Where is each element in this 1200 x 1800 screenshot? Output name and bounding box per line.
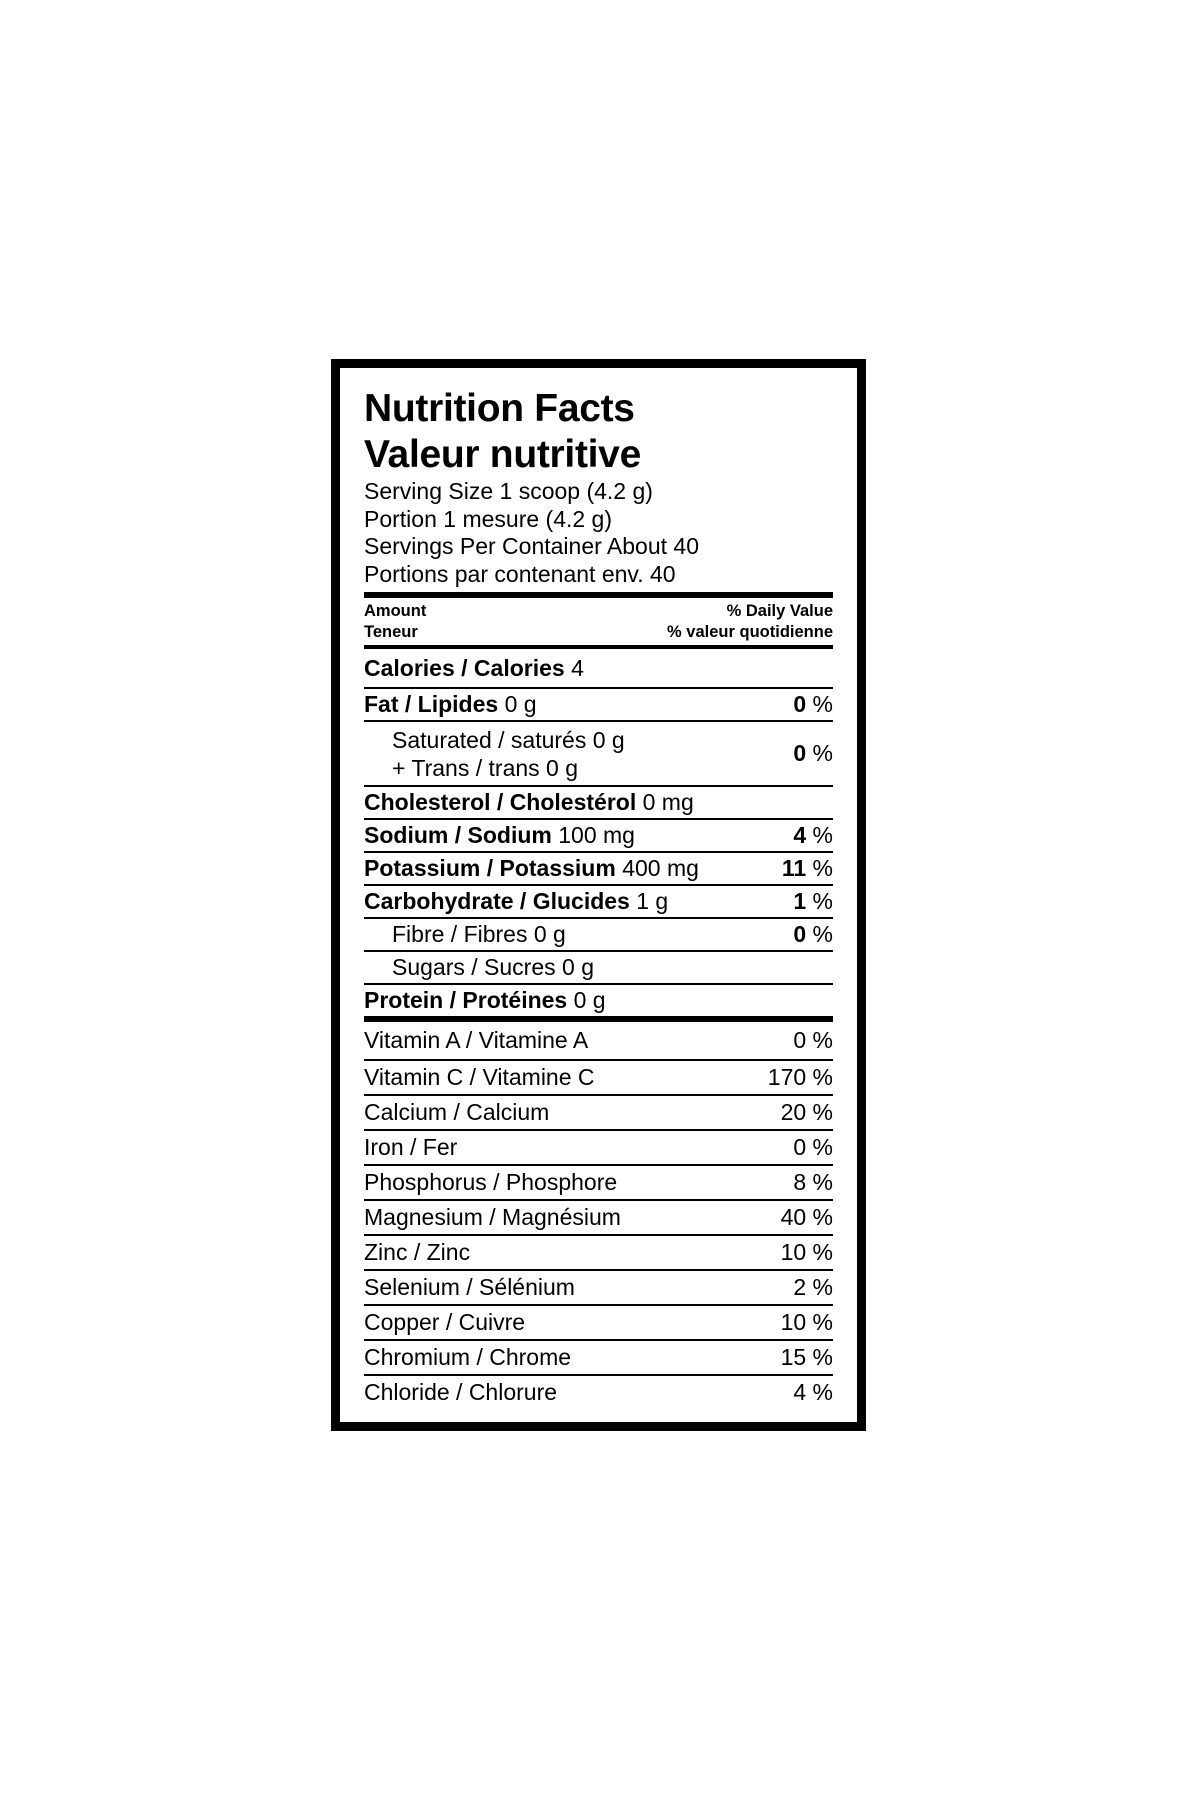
title-english: Nutrition Facts [364, 387, 635, 430]
vitamin-name: Magnesium / Magnésium [364, 1204, 621, 1230]
nutrient-name: Saturated / saturés 0 g [392, 726, 625, 753]
nutrient-dv-cell [793, 921, 833, 948]
serving-size: Serving Size 1 scoop (4.2 g) [364, 478, 653, 504]
column-header [364, 598, 833, 645]
nutrient-label-cell [364, 789, 694, 816]
vitamin-row [364, 1022, 833, 1059]
vitamin-row [364, 1164, 833, 1199]
vitamin-dv: 170 % [767, 1064, 833, 1090]
vitamin-name: Vitamin A / Vitamine A [364, 1027, 589, 1053]
nutrient-dv-value: 0 [793, 691, 807, 717]
vitamin-name: Chromium / Chrome [364, 1344, 572, 1370]
nutrient-name: Sugars / Sucres 0 g [392, 954, 594, 980]
nutrient-row [364, 785, 833, 818]
calories-row [364, 649, 833, 687]
vitamin-dv: 10 % [780, 1239, 833, 1265]
calories-label: Calories / Calories [364, 654, 565, 681]
nutrient-row [364, 720, 833, 785]
vitamin-dv: 4 % [793, 1379, 833, 1405]
nutrient-name-second-line: + Trans / trans 0 g [392, 754, 579, 781]
nutrient-amount: 0 g [573, 987, 606, 1013]
percent-sign: % [812, 888, 833, 914]
vitamin-name: Iron / Fer [364, 1134, 458, 1160]
amount-header [364, 601, 426, 643]
nutrient-label-cell [364, 987, 606, 1014]
nutrient-row [364, 950, 833, 983]
vitamin-row [364, 1374, 833, 1409]
amount-fr: Teneur [364, 623, 418, 641]
nutrient-label-cell [364, 855, 699, 882]
portion-size: Portion 1 mesure (4.2 g) [364, 505, 613, 532]
vitamin-row [364, 1059, 833, 1094]
nutrient-name: Cholesterol / Cholestérol [364, 789, 637, 815]
vitamin-name: Phosphorus / Phosphore [364, 1169, 618, 1195]
vitamin-name: Calcium / Calcium [364, 1099, 550, 1125]
nutrient-name: Potassium / Potassium [364, 855, 616, 881]
vitamin-row [364, 1339, 833, 1374]
amount-en: Amount [364, 602, 427, 620]
nutrient-label-cell [364, 888, 668, 915]
vitamin-dv: 15 % [780, 1344, 833, 1370]
nutrient-dv-cell [793, 691, 833, 718]
percent-sign: % [812, 921, 833, 947]
nutrient-row [364, 917, 833, 950]
nutrient-row [364, 884, 833, 917]
nutrient-row [364, 818, 833, 851]
nutrient-name: Carbohydrate / Glucides [364, 888, 630, 914]
vitamin-row [364, 1129, 833, 1164]
nutrient-row [364, 687, 833, 720]
portions-per-container: Portions par contenant env. 40 [364, 560, 676, 587]
nutrient-label-cell [364, 954, 594, 981]
vitamin-dv: 0 % [793, 1134, 833, 1160]
vitamin-name: Copper / Cuivre [364, 1309, 526, 1335]
nutrient-amount: 1 g [636, 888, 669, 914]
nutrition-facts-label [331, 359, 866, 1431]
nutrient-name: Sodium / Sodium [364, 822, 552, 848]
vitamin-table [364, 1022, 833, 1409]
percent-sign: % [812, 740, 833, 766]
nutrient-amount: 0 g [504, 691, 537, 717]
vitamin-dv: 10 % [780, 1309, 833, 1335]
nutrient-label-cell [364, 726, 625, 782]
percent-sign: % [812, 822, 833, 848]
vitamin-row [364, 1199, 833, 1234]
nutrient-label-cell [364, 822, 635, 849]
nutrient-name: Protein / Protéines [364, 987, 568, 1013]
title-french: Valeur nutritive [364, 433, 641, 476]
nutrient-amount: 0 mg [642, 789, 694, 815]
nutrient-label-cell [364, 691, 537, 718]
daily-value-header [667, 601, 833, 643]
nutrient-dv-value: 1 [793, 888, 807, 914]
nutrient-label-cell [364, 921, 566, 948]
vitamin-row [364, 1234, 833, 1269]
nutrient-dv-value: 4 [793, 822, 807, 848]
dv-en: % Daily Value [726, 602, 833, 620]
vitamin-dv: 40 % [780, 1204, 833, 1230]
nutrient-row [364, 983, 833, 1016]
nutrient-amount: 100 mg [558, 822, 635, 848]
nutrient-row [364, 851, 833, 884]
nutrient-dv-value: 0 [793, 921, 807, 947]
nutrient-table [364, 687, 833, 1016]
vitamin-dv: 2 % [793, 1274, 833, 1300]
vitamin-name: Selenium / Sélénium [364, 1274, 575, 1300]
dv-fr: % valeur quotidienne [667, 623, 833, 641]
nutrient-dv-cell [793, 822, 833, 849]
serving-info [364, 478, 833, 588]
nutrient-dv-cell [793, 888, 833, 915]
vitamin-name: Vitamin C / Vitamine C [364, 1064, 595, 1090]
vitamin-name: Zinc / Zinc [364, 1239, 471, 1265]
label-content [364, 386, 833, 1409]
vitamin-name: Chloride / Chlorure [364, 1379, 558, 1405]
nutrient-name: Fibre / Fibres 0 g [392, 921, 566, 947]
vitamin-row [364, 1094, 833, 1129]
nutrient-dv-cell [793, 740, 833, 767]
percent-sign: % [812, 855, 833, 881]
nutrient-dv-cell [782, 855, 833, 882]
servings-per-container: Servings Per Container About 40 [364, 533, 699, 559]
percent-sign: % [812, 691, 833, 717]
vitamin-dv: 8 % [793, 1169, 833, 1195]
vitamin-dv: 20 % [780, 1099, 833, 1125]
nutrient-amount: 400 mg [622, 855, 699, 881]
vitamin-dv: 0 % [793, 1027, 833, 1053]
vitamin-row [364, 1269, 833, 1304]
nutrient-dv-value: 11 [781, 855, 807, 881]
vitamin-row [364, 1304, 833, 1339]
calories-value: 4 [571, 654, 584, 681]
nutrient-name: Fat / Lipides [364, 691, 499, 717]
nutrient-dv-value: 0 [793, 740, 807, 766]
